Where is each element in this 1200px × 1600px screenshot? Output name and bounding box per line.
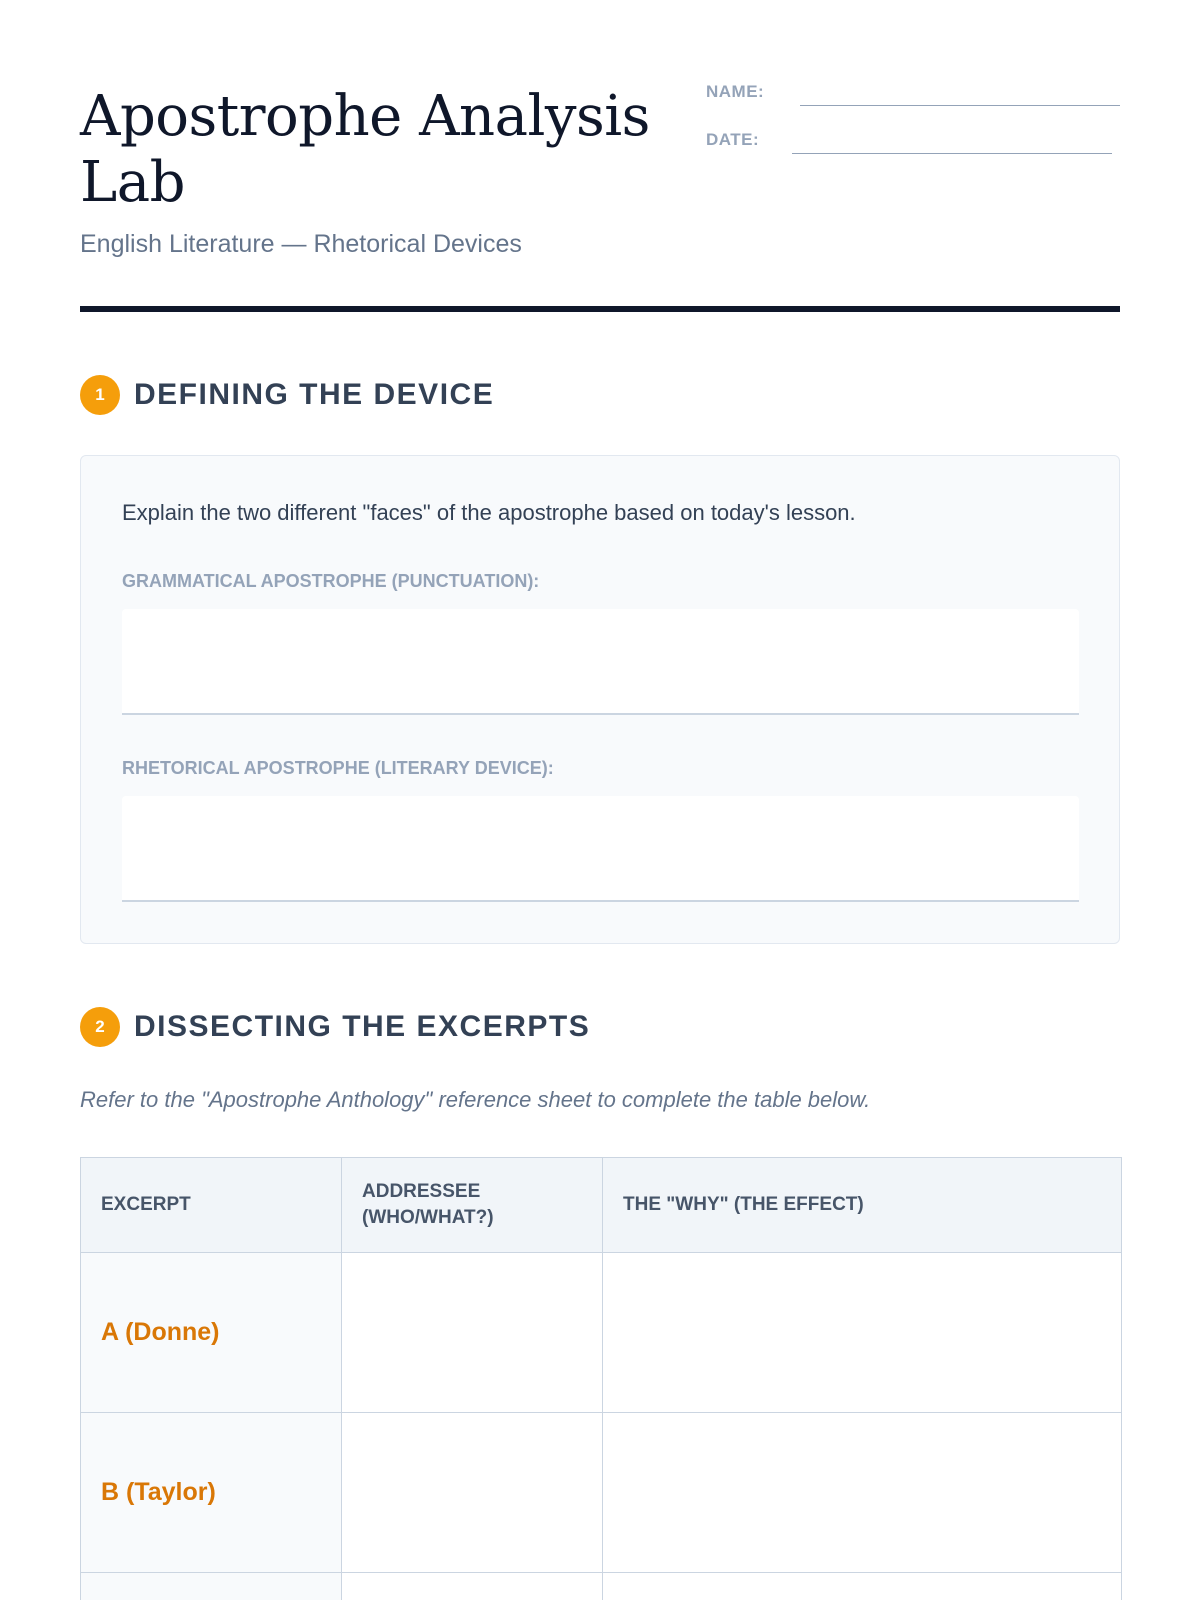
card-prompt: Explain the two different "faces" of the apostrophe based on today's lesson. bbox=[122, 500, 856, 525]
table-row bbox=[81, 1413, 1122, 1573]
table-row bbox=[81, 1253, 1122, 1413]
name-field[interactable] bbox=[706, 80, 1120, 110]
defining-device-card bbox=[80, 455, 1120, 944]
section-number-badge: 2 bbox=[80, 1007, 120, 1047]
worksheet-header bbox=[80, 80, 1120, 312]
page-title: Apostrophe Analysis Lab bbox=[80, 84, 650, 215]
date-input-line[interactable] bbox=[792, 153, 1112, 154]
table-instructions: Refer to the "Apostrophe Anthology" reference sheet to complete the table below. bbox=[80, 1087, 871, 1112]
addressee-answer-cell[interactable] bbox=[342, 1253, 603, 1413]
addressee-answer-cell[interactable] bbox=[342, 1573, 603, 1600]
page-subtitle: English Literature — Rhetorical Devices bbox=[80, 230, 522, 258]
excerpt-cell: A (Donne) bbox=[81, 1253, 342, 1413]
section-2-heading bbox=[80, 1007, 1120, 1047]
effect-answer-cell[interactable] bbox=[603, 1413, 1122, 1573]
rhetorical-apostrophe-answer-box[interactable] bbox=[122, 796, 1079, 902]
header-divider bbox=[80, 306, 1120, 312]
table-row bbox=[81, 1573, 1122, 1600]
table-header-row bbox=[81, 1158, 1122, 1253]
rhetorical-apostrophe-label: RHETORICAL APOSTROPHE (LITERARY DEVICE): bbox=[122, 758, 554, 778]
grammatical-apostrophe-label: GRAMMATICAL APOSTROPHE (PUNCTUATION): bbox=[122, 571, 540, 591]
column-header-effect: THE "WHY" (THE EFFECT) bbox=[603, 1158, 1122, 1253]
effect-answer-cell[interactable] bbox=[603, 1573, 1122, 1600]
name-label: NAME: bbox=[706, 82, 765, 101]
addressee-answer-cell[interactable] bbox=[342, 1413, 603, 1573]
section-number-badge: 1 bbox=[80, 375, 120, 415]
effect-answer-cell[interactable] bbox=[603, 1253, 1122, 1413]
column-header-excerpt: EXCERPT bbox=[81, 1158, 342, 1253]
grammatical-apostrophe-answer-box[interactable] bbox=[122, 609, 1079, 715]
excerpt-cell: B (Taylor) bbox=[81, 1413, 342, 1573]
section-1-heading bbox=[80, 375, 1120, 415]
section-title: DEFINING THE DEVICE bbox=[134, 378, 495, 411]
date-label: DATE: bbox=[706, 130, 760, 149]
column-header-addressee: ADDRESSEE (WHO/WHAT?) bbox=[342, 1158, 603, 1253]
excerpt-cell bbox=[81, 1573, 342, 1600]
name-input-line[interactable] bbox=[800, 105, 1120, 106]
date-field[interactable] bbox=[706, 128, 1120, 158]
section-title: DISSECTING THE EXCERPTS bbox=[134, 1010, 591, 1043]
excerpt-table bbox=[80, 1157, 1122, 1600]
